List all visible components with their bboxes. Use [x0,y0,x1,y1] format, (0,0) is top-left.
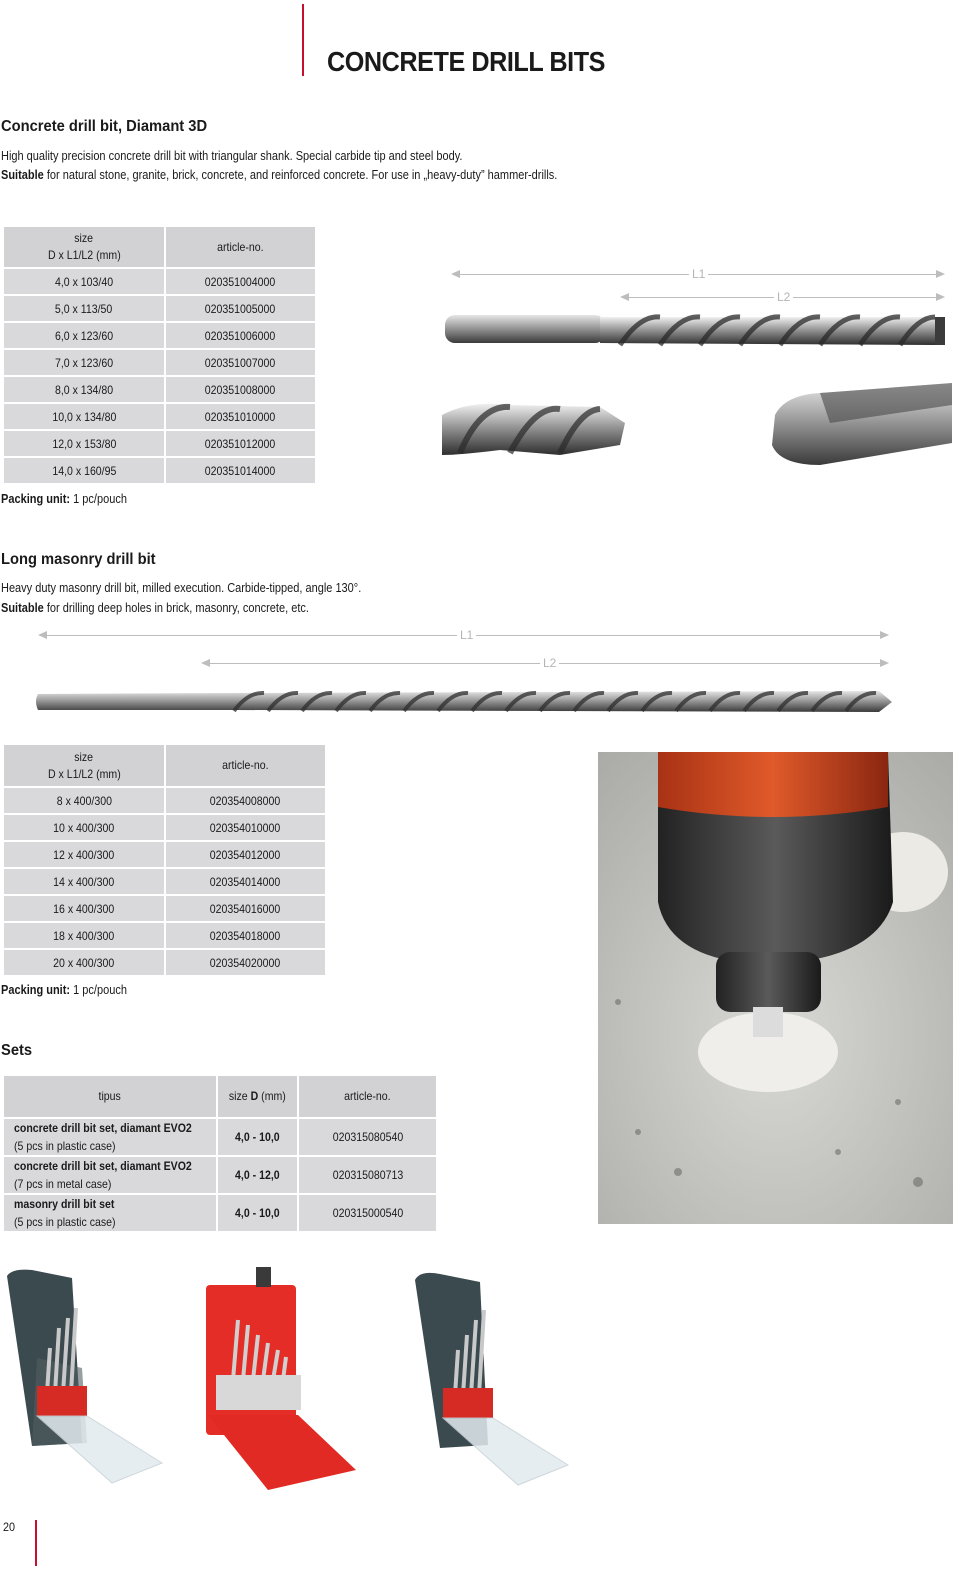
article-cell: 020351008000 [166,377,315,402]
article-cell: 020351012000 [166,431,315,456]
sets-table [2,1074,438,1233]
packing-label: Packing unit: [1,983,71,997]
table-row [4,458,315,483]
article-cell: 020315080540 [299,1119,436,1155]
article-cell: 020354018000 [166,923,325,948]
table-header-row [4,745,325,786]
suitable-text: for natural stone, granite, brick, concrete, and reinforced concrete. For use in „heavy-duty” hammer-drills. [43,168,558,182]
size-header [4,227,164,267]
size-cell: 20 x 400/300 [4,950,164,975]
article-cell: 020351005000 [166,296,315,321]
size-cell: 14,0 x 160/95 [4,458,164,483]
dim-arrow-right-icon [936,293,945,301]
article-header: article-no. [166,745,325,786]
size-header-line1: size [74,231,94,245]
packing-label: Packing unit: [1,492,71,506]
long-masonry-drill-bit-image [34,686,894,718]
size-cell: 10,0 x 134/80 [4,404,164,429]
packing-value: 1 pc/pouch [70,983,127,997]
header-accent-bar [302,4,304,76]
section2-packing [1,983,127,997]
table-row [4,869,325,894]
table-row [4,1119,436,1155]
type-header: tipus [4,1076,216,1117]
set-note: (7 pcs in metal case) [14,1177,112,1191]
set-name-cell [4,1119,216,1155]
section3-title: Sets [1,1042,33,1059]
suitable-text: for drilling deep holes in brick, masonry, concrete, etc. [43,601,309,615]
article-cell: 020354010000 [166,815,325,840]
dim-arrow-left-icon [38,631,47,639]
article-cell: 020351007000 [166,350,315,375]
size-cell: 4,0 - 10,0 [218,1195,297,1231]
section1-title: Concrete drill bit, Diamant 3D [1,118,208,135]
dim-arrow-left-icon [620,293,629,301]
table-header-row [4,1076,436,1117]
dim-label-l1: L1 [689,267,708,281]
size-cell: 10 x 400/300 [4,815,164,840]
dim-label-l1: L1 [457,628,476,642]
size-cell: 4,0 - 10,0 [218,1119,297,1155]
table-row [4,269,315,294]
article-cell: 020315000540 [299,1195,436,1231]
size-cell: 4,0 - 12,0 [218,1157,297,1193]
article-cell: 020351006000 [166,323,315,348]
table-row [4,377,315,402]
table-row [4,296,315,321]
table-row [4,431,315,456]
table-row [4,350,315,375]
page-title: CONCRETE DRILL BITS [327,46,606,77]
dim-arrow-left-icon [201,659,210,667]
masonry-drill-set-plastic-case-image [410,1270,575,1495]
sets-table-body [4,1119,436,1231]
long-masonry-table [2,743,327,977]
set-name-cell [4,1195,216,1231]
dim-arrow-right-icon [880,659,889,667]
size-header: size D (mm) [218,1076,297,1117]
table-row [4,923,325,948]
dim-label-l2: L2 [774,290,793,304]
footer-accent-bar [35,1520,37,1566]
size-cell: 8 x 400/300 [4,788,164,813]
diamant3d-table [2,225,317,485]
size-cell: 5,0 x 113/50 [4,296,164,321]
section1-desc-line1: High quality precision concrete drill bit with triangular shank. Special carbide tip and steel body. [1,149,463,163]
article-cell: 020351014000 [166,458,315,483]
article-cell: 020315080713 [299,1157,436,1193]
section2-desc-line1: Heavy duty masonry drill bit, milled execution. Carbide-tipped, angle 130°. [1,581,362,595]
set-name: concrete drill bit set, diamant EVO2 [14,1121,192,1135]
table-row [4,788,325,813]
drill-set-metal-case-image [198,1265,363,1500]
size-header [4,745,164,786]
size-cell: 6,0 x 123/60 [4,323,164,348]
article-cell: 020354020000 [166,950,325,975]
table-row [4,1195,436,1231]
set-note: (5 pcs in plastic case) [14,1139,116,1153]
article-cell: 020354008000 [166,788,325,813]
size-cell: 8,0 x 134/80 [4,377,164,402]
table-row [4,842,325,867]
dim-arrow-right-icon [936,270,945,278]
article-header: article-no. [166,227,315,267]
size-header-line2: D x L1/L2 (mm) [47,248,121,262]
dim-arrow-right-icon [880,631,889,639]
table-row [4,896,325,921]
table-row [4,950,325,975]
table-header-row [4,227,315,267]
page-number: 20 [3,1520,16,1534]
table-row [4,323,315,348]
size-cell: 12 x 400/300 [4,842,164,867]
table-row [4,404,315,429]
set-note: (5 pcs in plastic case) [14,1215,116,1229]
dim-arrow-left-icon [451,270,460,278]
table-row [4,815,325,840]
long-masonry-table-body [4,788,325,975]
section2-desc-line2 [1,601,309,615]
size-cell: 12,0 x 153/80 [4,431,164,456]
suitable-label: Suitable [1,601,44,615]
suitable-label: Suitable [1,168,44,182]
size-cell: 7,0 x 123/60 [4,350,164,375]
size-header-line2: D x L1/L2 (mm) [47,766,121,781]
section1-packing [1,492,127,506]
dim-label-l2: L2 [540,656,559,670]
packing-value: 1 pc/pouch [70,492,127,506]
diamant3d-drill-bit-image [440,305,955,475]
drill-set-plastic-case-image [2,1268,177,1493]
article-cell: 020351004000 [166,269,315,294]
size-cell: 16 x 400/300 [4,896,164,921]
article-header: article-no. [299,1076,436,1117]
article-cell: 020354012000 [166,842,325,867]
set-name-cell [4,1157,216,1193]
section1-desc-line2 [1,168,557,182]
article-cell: 020354014000 [166,869,325,894]
set-name: concrete drill bit set, diamant EVO2 [14,1159,192,1173]
set-name: masonry drill bit set [14,1197,115,1211]
section2-title: Long masonry drill bit [1,551,156,568]
size-cell: 18 x 400/300 [4,923,164,948]
size-cell: 4,0 x 103/40 [4,269,164,294]
size-header-line1: size [74,749,94,764]
table-row [4,1157,436,1193]
size-cell: 14 x 400/300 [4,869,164,894]
article-cell: 020351010000 [166,404,315,429]
article-cell: 020354016000 [166,896,325,921]
diamant3d-table-body [4,269,315,483]
hammer-drill-concrete-photo [598,752,953,1224]
